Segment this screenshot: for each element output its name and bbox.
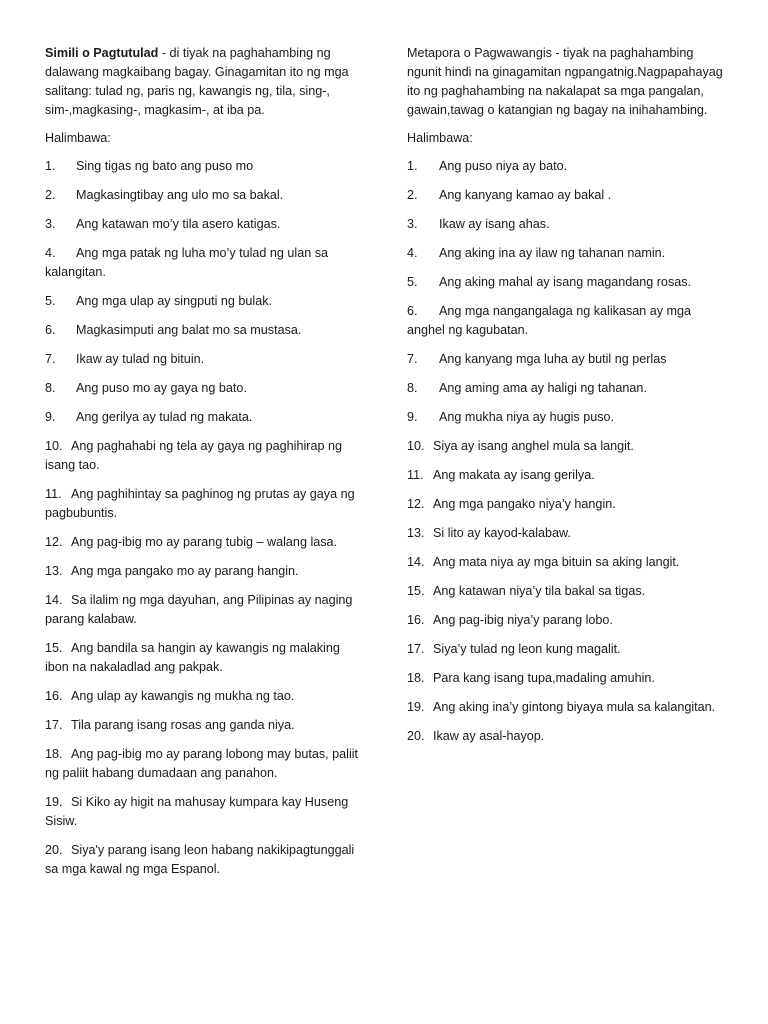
list-item-number: 11. xyxy=(407,468,424,482)
simile-examples-heading: Halimbawa: xyxy=(45,131,111,145)
list-item-number: 20. xyxy=(45,843,63,857)
list-item-number: 9. xyxy=(45,410,56,424)
metaphor-example-item xyxy=(407,215,725,234)
list-item-text: Ang aking ina ay ilaw ng tahanan namin. xyxy=(439,246,666,260)
simile-example-item xyxy=(45,485,361,523)
list-item-text: Ang mukha niya ay hugis puso. xyxy=(439,410,615,424)
list-item-text: Ang kanyang kamao ay bakal . xyxy=(439,188,612,202)
list-item-text: Ang mga nangangalaga ng kalikasan ay mga anghel ng kagubatan. xyxy=(407,304,692,337)
metaphor-example-item xyxy=(407,379,725,398)
list-item-text: Siya ay isang anghel mula sa langit. xyxy=(433,439,634,453)
list-item-text: Ang aming ama ay haligi ng tahanan. xyxy=(439,381,647,395)
simile-example-item xyxy=(45,186,361,205)
list-item-text: Magkasingtibay ang ulo mo sa bakal. xyxy=(76,188,284,202)
simile-example-item xyxy=(45,716,361,735)
list-item-number: 19. xyxy=(407,700,425,714)
metaphor-column xyxy=(407,44,725,756)
list-item-text: Ang paghihintay sa paghinog ng prutas ay gaya ng pagbubuntis. xyxy=(45,487,355,520)
list-item-number: 12. xyxy=(407,497,425,511)
simile-example-item xyxy=(45,157,361,176)
list-item-number: 15. xyxy=(407,584,425,598)
list-item-number: 7. xyxy=(407,352,418,366)
simile-example-item xyxy=(45,244,361,282)
list-item-text: Ang pag-ibig niya’y parang lobo. xyxy=(433,613,613,627)
simile-example-item xyxy=(45,292,361,311)
list-item-number: 19. xyxy=(45,795,63,809)
list-item-number: 1. xyxy=(45,159,56,173)
simile-definition-text: - di tiyak na paghahambing ng dalawang magkaibang bagay. Ginagamitan ito ng mga salitang: tulad ng, paris ng, kawangis ng, tila, sing-, sim-,magkasing-, magkasim-, at iba pa. xyxy=(45,46,349,117)
list-item-text: Para kang isang tupa,madaling amuhin. xyxy=(433,671,655,685)
metaphor-example-item xyxy=(407,727,725,746)
metaphor-example-item xyxy=(407,302,725,340)
list-item-text: Ang mga patak ng luha mo’y tulad ng ulan sa kalangitan. xyxy=(45,246,329,279)
list-item-number: 8. xyxy=(45,381,56,395)
list-item-number: 4. xyxy=(407,246,418,260)
list-item-text: Ang ulap ay kawangis ng mukha ng tao. xyxy=(71,689,295,703)
list-item-number: 14. xyxy=(45,593,63,607)
list-item-number: 2. xyxy=(407,188,418,202)
simile-example-list xyxy=(45,157,361,879)
metaphor-example-list xyxy=(407,157,725,746)
list-item-number: 4. xyxy=(45,246,56,260)
list-item-number: 3. xyxy=(45,217,56,231)
list-item-number: 12. xyxy=(45,535,63,549)
list-item-number: 14. xyxy=(407,555,425,569)
metaphor-example-item xyxy=(407,408,725,427)
metaphor-example-item xyxy=(407,553,725,572)
simile-example-item xyxy=(45,841,361,879)
list-item-number: 10. xyxy=(407,439,425,453)
list-item-text: Ang pag-ibig mo ay parang tubig – walang lasa. xyxy=(71,535,338,549)
list-item-text: Ang mga ulap ay singputi ng bulak. xyxy=(76,294,273,308)
list-item-text: Ang pag-ibig mo ay parang lobong may butas, paliit ng paliit habang dumadaan ang panahon. xyxy=(45,747,359,780)
list-item-number: 6. xyxy=(45,323,56,337)
list-item-text: Si Kiko ay higit na mahusay kumpara kay Huseng Sisiw. xyxy=(45,795,349,828)
metaphor-term: Metapora o Pagwawangis xyxy=(407,46,552,60)
metaphor-definition xyxy=(407,44,725,120)
simile-example-item xyxy=(45,639,361,677)
list-item-number: 20. xyxy=(407,729,425,743)
list-item-text: Ang katawan mo’y tila asero katigas. xyxy=(76,217,281,231)
metaphor-example-item xyxy=(407,611,725,630)
list-item-text: Ang aking mahal ay isang magandang rosas. xyxy=(439,275,692,289)
list-item-text: Ang puso mo ay gaya ng bato. xyxy=(76,381,247,395)
metaphor-example-item xyxy=(407,669,725,688)
simile-column xyxy=(45,44,361,889)
metaphor-example-item xyxy=(407,273,725,292)
metaphor-example-item xyxy=(407,495,725,514)
simile-example-item xyxy=(45,215,361,234)
list-item-number: 15. xyxy=(45,641,63,655)
simile-example-item xyxy=(45,793,361,831)
list-item-number: 16. xyxy=(45,689,63,703)
metaphor-example-item xyxy=(407,437,725,456)
list-item-number: 8. xyxy=(407,381,418,395)
list-item-number: 5. xyxy=(45,294,56,308)
metaphor-example-item xyxy=(407,186,725,205)
list-item-number: 6. xyxy=(407,304,418,318)
simile-example-item xyxy=(45,591,361,629)
list-item-text: Ang gerilya ay tulad ng makata. xyxy=(76,410,253,424)
metaphor-example-item xyxy=(407,466,725,485)
list-item-text: Ikaw ay asal-hayop. xyxy=(433,729,545,743)
list-item-text: Ang mga pangako niya’y hangin. xyxy=(433,497,616,511)
simile-example-item xyxy=(45,745,361,783)
list-item-text: Ang katawan niya’y tila bakal sa tigas. xyxy=(433,584,646,598)
list-item-number: 9. xyxy=(407,410,418,424)
list-item-text: Siya'y parang isang leon habang nakikipagtunggali sa mga kawal ng mga Espanol. xyxy=(45,843,355,876)
list-item-number: 18. xyxy=(45,747,63,761)
metaphor-example-item xyxy=(407,157,725,176)
metaphor-definition-text: - tiyak na paghahambing ngunit hindi na ginagamitan ngpangatnig.Nagpapahayag ito ng paghahambing na nakalapat sa mga pangalan, gawain,tawag o katangian ng bagay na inihahambing. xyxy=(407,46,723,117)
metaphor-example-item xyxy=(407,582,725,601)
list-item-number: 17. xyxy=(45,718,63,732)
simile-example-item xyxy=(45,408,361,427)
simile-example-item xyxy=(45,437,361,475)
list-item-text: Tila parang isang rosas ang ganda niya. xyxy=(71,718,295,732)
list-item-number: 1. xyxy=(407,159,418,173)
metaphor-example-item xyxy=(407,350,725,369)
metaphor-example-item xyxy=(407,244,725,263)
simile-term: Simili o Pagtutulad xyxy=(45,46,159,60)
list-item-text: Si lito ay kayod-kalabaw. xyxy=(433,526,571,540)
list-item-number: 5. xyxy=(407,275,418,289)
metaphor-example-item xyxy=(407,524,725,543)
list-item-text: Ang mata niya ay mga bituin sa aking langit. xyxy=(433,555,680,569)
list-item-number: 17. xyxy=(407,642,425,656)
list-item-text: Ang makata ay isang gerilya. xyxy=(433,468,595,482)
metaphor-example-item xyxy=(407,640,725,659)
simile-example-item xyxy=(45,687,361,706)
simile-example-item xyxy=(45,533,361,552)
list-item-text: Ikaw ay isang ahas. xyxy=(439,217,550,231)
simile-example-item xyxy=(45,562,361,581)
list-item-text: Ang kanyang mga luha ay butil ng perlas xyxy=(439,352,667,366)
list-item-text: Ang bandila sa hangin ay kawangis ng malaking ibon na nakaladlad ang pakpak. xyxy=(45,641,340,674)
list-item-text: Ang aking ina’y gintong biyaya mula sa kalangitan. xyxy=(433,700,716,714)
metaphor-example-item xyxy=(407,698,725,717)
list-item-number: 7. xyxy=(45,352,56,366)
list-item-text: Magkasimputi ang balat mo sa mustasa. xyxy=(76,323,302,337)
list-item-text: Siya’y tulad ng leon kung magalit. xyxy=(433,642,621,656)
list-item-text: Ang paghahabi ng tela ay gaya ng paghihirap ng isang tao. xyxy=(45,439,342,472)
simile-example-item xyxy=(45,321,361,340)
list-item-number: 16. xyxy=(407,613,425,627)
list-item-number: 13. xyxy=(407,526,425,540)
list-item-text: Ang puso niya ay bato. xyxy=(439,159,568,173)
list-item-number: 18. xyxy=(407,671,425,685)
list-item-text: Ang mga pangako mo ay parang hangin. xyxy=(71,564,299,578)
simile-definition xyxy=(45,44,361,120)
list-item-number: 11. xyxy=(45,487,62,501)
metaphor-examples-heading: Halimbawa: xyxy=(407,131,473,145)
list-item-number: 13. xyxy=(45,564,63,578)
list-item-text: Ikaw ay tulad ng bituin. xyxy=(76,352,205,366)
list-item-number: 2. xyxy=(45,188,56,202)
list-item-number: 3. xyxy=(407,217,418,231)
simile-example-item xyxy=(45,379,361,398)
list-item-number: 10. xyxy=(45,439,63,453)
list-item-text: Sing tigas ng bato ang puso mo xyxy=(76,159,254,173)
list-item-text: Sa ilalim ng mga dayuhan, ang Pilipinas ay naging parang kalabaw. xyxy=(45,593,353,626)
simile-example-item xyxy=(45,350,361,369)
